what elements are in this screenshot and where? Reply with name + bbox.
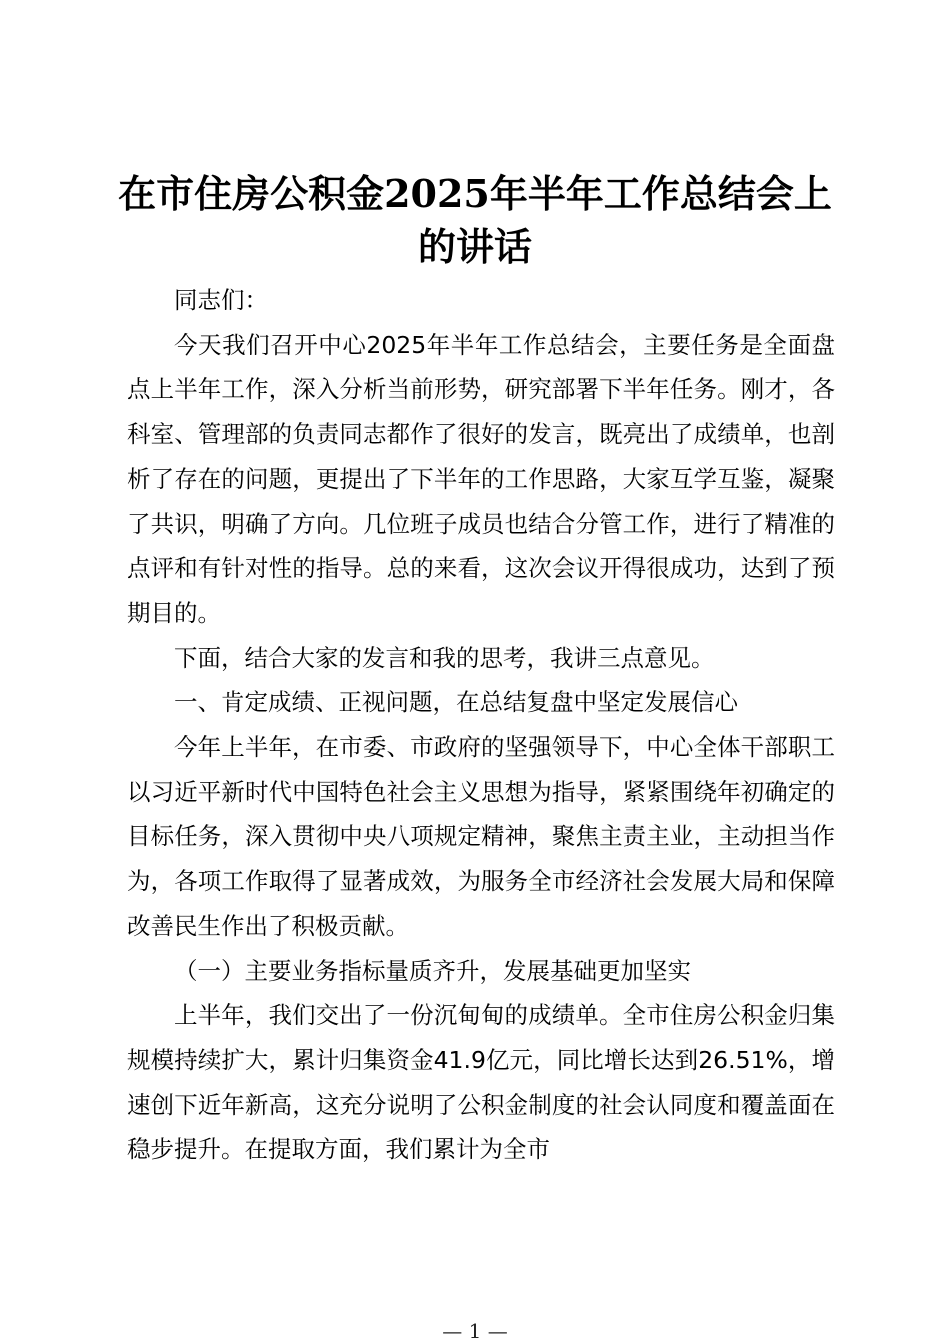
- paragraph-transition: 下面，结合大家的发言和我的思考，我讲三点意见。: [174, 643, 715, 672]
- paragraph-subsection-1: 上半年，我们交出了一份沉甸甸的成绩单。全市住房公积金归集规模持续扩大，累计归集资金41.9亿元，同比增长达到26.51%，增速创下近年新高，这充分说明了公积金制度的社会认同度和覆盖面在稳步提升。在提取方面，我们累计为全市: [127, 1001, 835, 1164]
- section-heading-1: 一、肯定成绩、正视问题，在总结复盘中坚定发展信心: [174, 688, 738, 717]
- subsection-heading-1: （一）主要业务指标量质齐升，发展基础更加坚实: [174, 956, 691, 985]
- salutation: 同志们：: [174, 286, 268, 314]
- document-body: [127, 278, 835, 1172]
- page-number: — 1 —: [442, 1319, 508, 1343]
- paragraph-intro: 今天我们召开中心2025年半年工作总结会，主要任务是全面盘点上半年工作，深入分析当前形势，研究部署下半年任务。刚才，各科室、管理部的负责同志都作了很好的发言，既亮出了成绩单，也剖析了存在的问题，更提出了下半年的工作思路，大家互学互鉴，凝聚了共识，明确了方向。几位班子成员也结合分管工作，进行了精准的点评和有针对性的指导。总的来看，这次会议开得很成功，达到了预期目的。: [127, 330, 835, 627]
- paragraph-section-1: 今年上半年，在市委、市政府的坚强领导下，中心全体干部职工以习近平新时代中国特色社会主义思想为指导，紧紧围绕年初确定的目标任务，深入贯彻中央八项规定精神，聚焦主责主业，主动担当作为，各项工作取得了显著成效，为服务全市经济社会发展大局和保障改善民生作出了积极贡献。: [127, 733, 835, 940]
- document-title: 在市住房公积金2025年半年工作总结会上的讲话: [118, 171, 832, 269]
